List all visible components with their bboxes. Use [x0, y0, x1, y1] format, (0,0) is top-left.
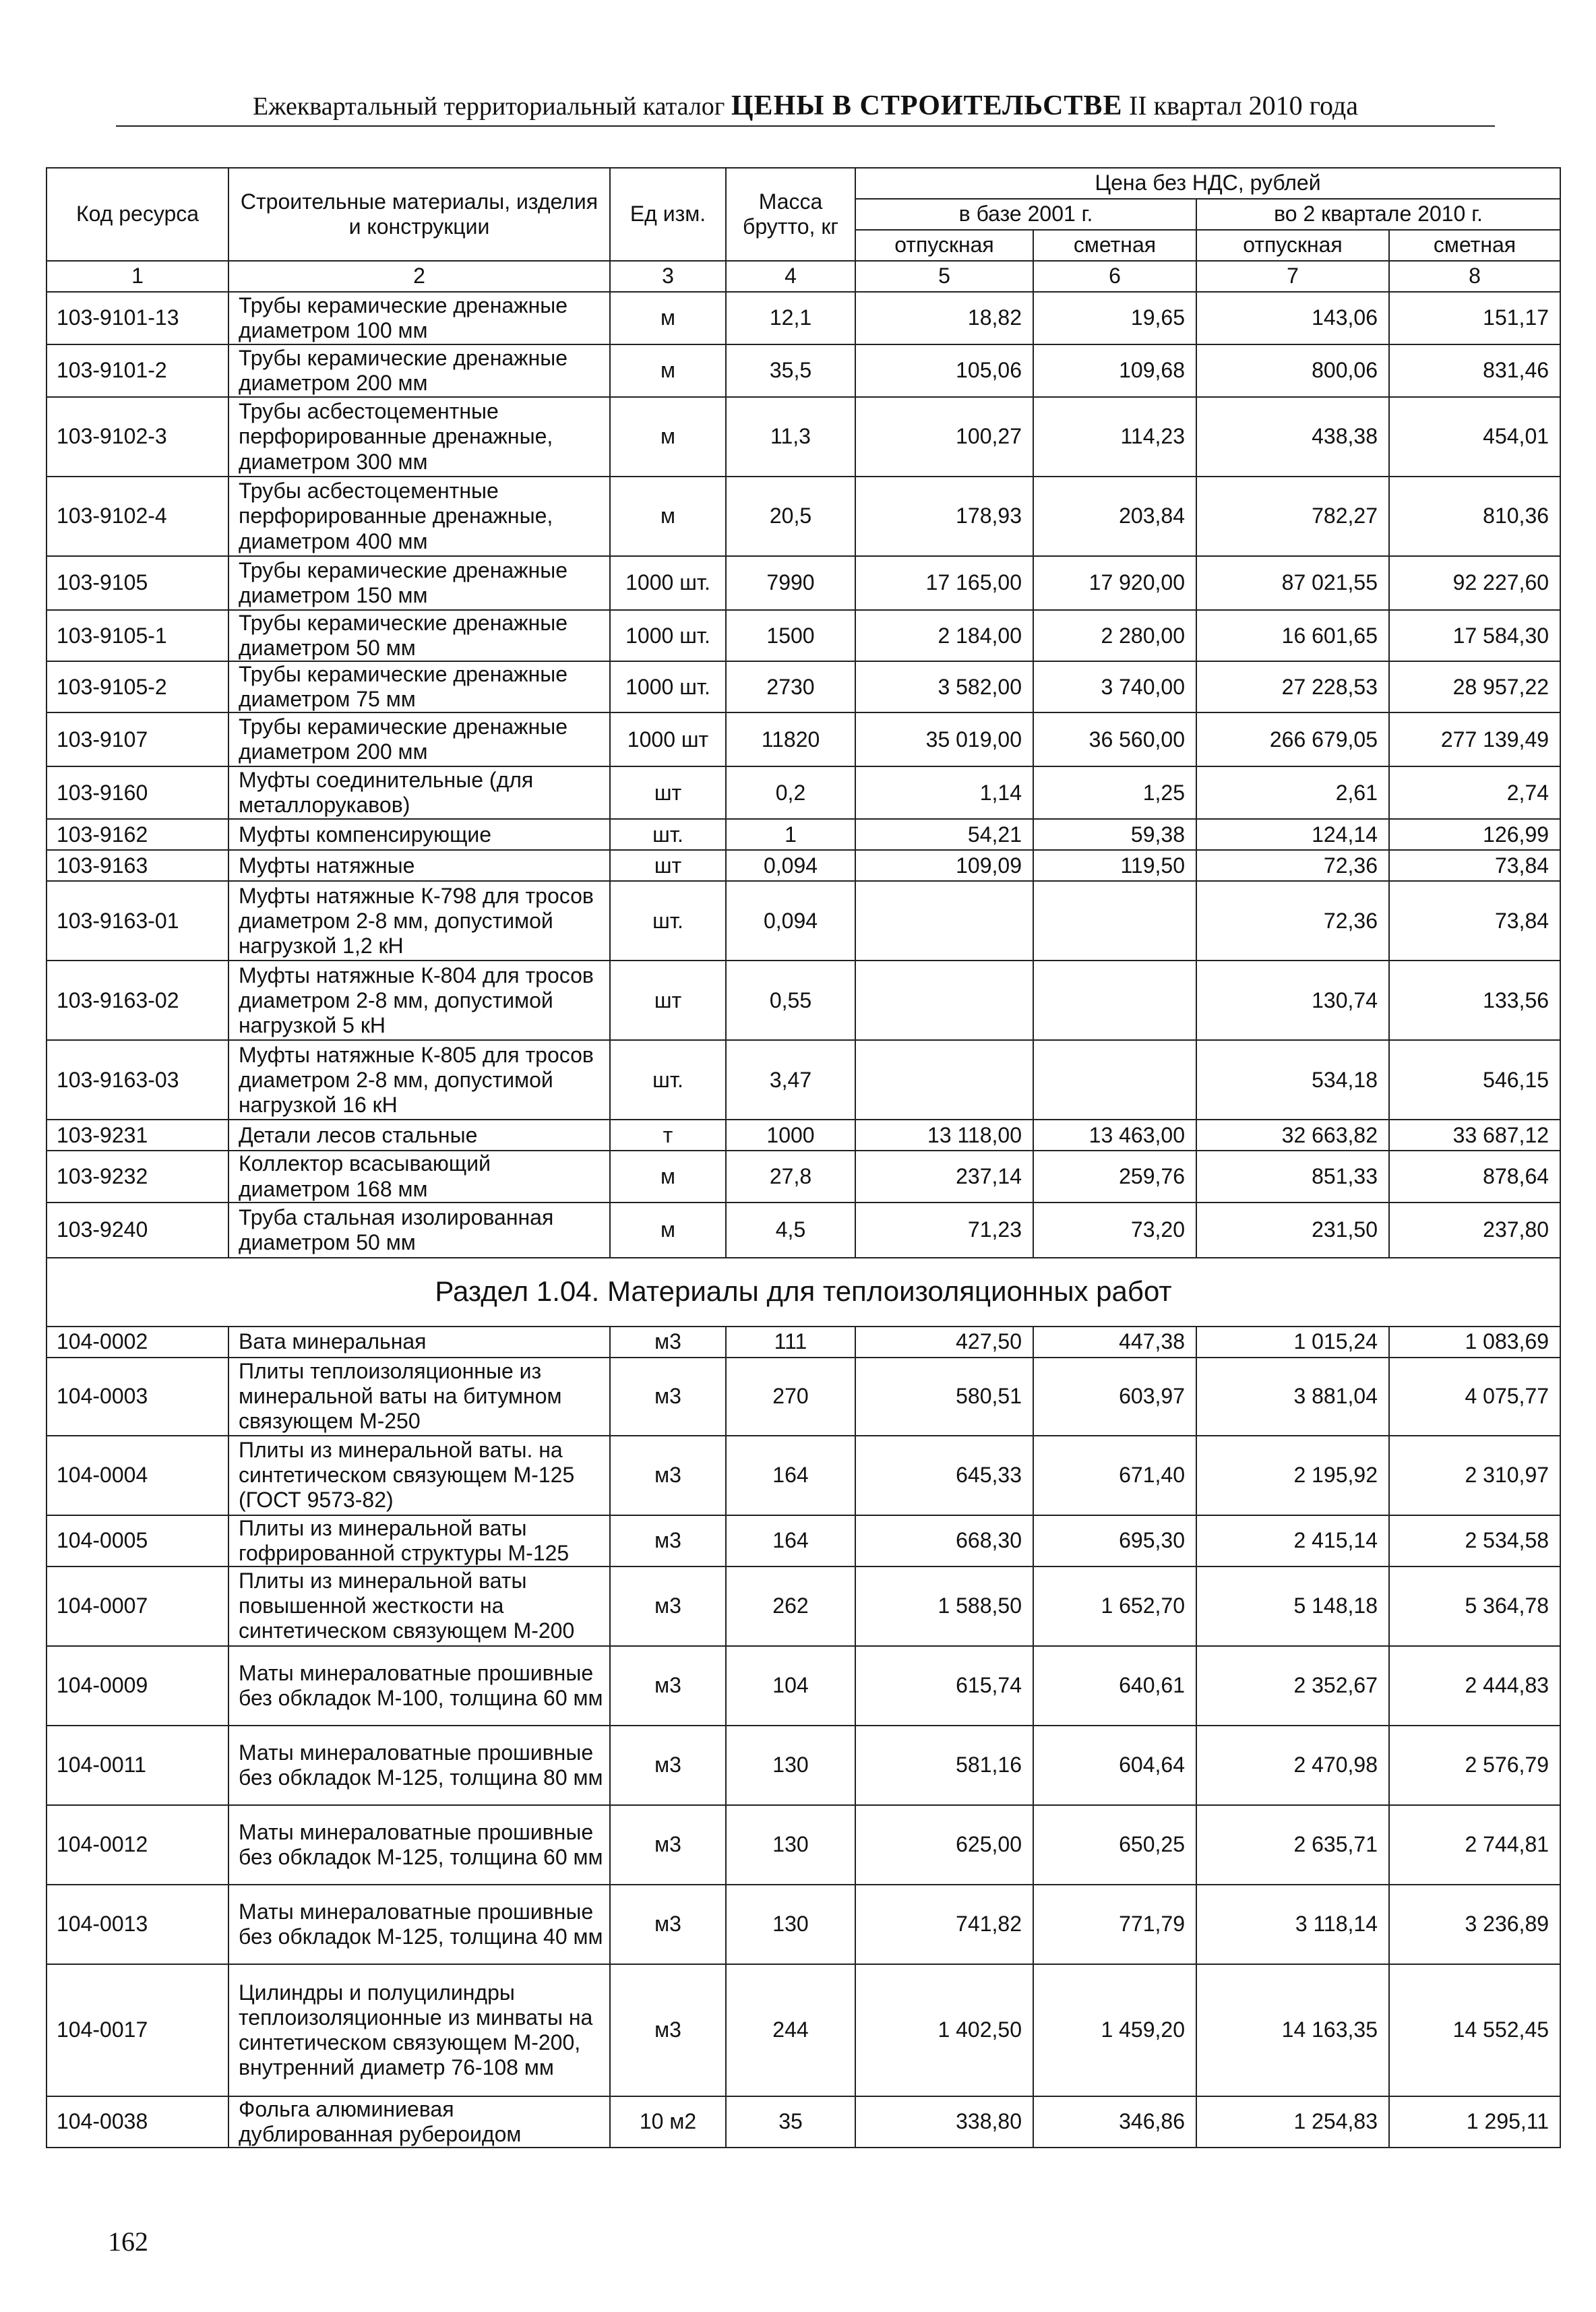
cell-mass: 0,094 — [726, 881, 855, 961]
cell-q2-sell: 14 163,35 — [1196, 1964, 1389, 2096]
cell-q2-sell: 72,36 — [1196, 881, 1389, 961]
cell-name: Плиты из минеральной ваты гофрированной структуры М-125 — [228, 1515, 610, 1566]
cell-code: 103-9101-2 — [47, 344, 228, 397]
table-row — [47, 661, 1560, 712]
cell-mass: 130 — [726, 1805, 855, 1885]
cell-base-sell: 2 184,00 — [855, 610, 1033, 661]
cell-name: Трубы керамические дренажные диаметром 200 мм — [228, 712, 610, 766]
cell-q2-estimate: 73,84 — [1389, 850, 1560, 881]
cell-unit: м3 — [610, 1726, 726, 1805]
cell-mass: 111 — [726, 1327, 855, 1358]
col-number: 8 — [1389, 261, 1560, 292]
cell-mass: 270 — [726, 1358, 855, 1436]
cell-unit: м3 — [610, 1515, 726, 1566]
cell-base-sell: 615,74 — [855, 1646, 1033, 1726]
cell-base-sell: 1 588,50 — [855, 1566, 1033, 1646]
cell-unit: м — [610, 344, 726, 397]
cell-unit: шт. — [610, 881, 726, 961]
cell-base-sell — [855, 961, 1033, 1040]
header-period: II квартал 2010 года — [1128, 90, 1359, 121]
cell-mass: 164 — [726, 1436, 855, 1515]
section-heading-row — [47, 1258, 1560, 1327]
cell-q2-estimate: 1 083,69 — [1389, 1327, 1560, 1358]
cell-unit: м — [610, 292, 726, 344]
cell-unit: шт. — [610, 1040, 726, 1120]
cell-base-estimate: 1,25 — [1033, 766, 1196, 819]
cell-code: 104-0011 — [47, 1726, 228, 1805]
cell-q2-estimate: 454,01 — [1389, 397, 1560, 477]
cell-mass: 4,5 — [726, 1203, 855, 1258]
cell-code: 104-0002 — [47, 1327, 228, 1358]
col-header-mass: Масса брутто, кг — [726, 168, 855, 261]
col-header-base-group: в базе 2001 г. — [855, 199, 1196, 230]
cell-mass: 130 — [726, 1885, 855, 1964]
cell-q2-estimate: 2 310,97 — [1389, 1436, 1560, 1515]
col-header-code: Код ресурса — [47, 168, 228, 261]
cell-base-estimate: 17 920,00 — [1033, 556, 1196, 610]
cell-code: 103-9163-03 — [47, 1040, 228, 1120]
section-heading-group — [47, 1258, 1560, 1327]
col-number: 6 — [1033, 261, 1196, 292]
cell-base-estimate — [1033, 961, 1196, 1040]
cell-base-estimate: 695,30 — [1033, 1515, 1196, 1566]
cell-code: 103-9162 — [47, 819, 228, 850]
cell-q2-sell: 800,06 — [1196, 344, 1389, 397]
col-number: 1 — [47, 261, 228, 292]
cell-q2-sell: 438,38 — [1196, 397, 1389, 477]
table-row — [47, 850, 1560, 881]
cell-name: Плиты теплоизоляционные из минеральной ваты на битумном связующем М-250 — [228, 1358, 610, 1436]
col-number: 4 — [726, 261, 855, 292]
table-row — [47, 1120, 1560, 1151]
cell-q2-estimate: 4 075,77 — [1389, 1358, 1560, 1436]
cell-q2-sell: 2 352,67 — [1196, 1646, 1389, 1726]
header-title: ЦЕНЫ В СТРОИТЕЛЬСТВЕ — [731, 90, 1123, 121]
cell-base-estimate: 119,50 — [1033, 850, 1196, 881]
cell-base-estimate — [1033, 881, 1196, 961]
cell-mass: 1500 — [726, 610, 855, 661]
cell-name: Коллектор всасывающий диаметром 168 мм — [228, 1151, 610, 1202]
cell-q2-sell: 143,06 — [1196, 292, 1389, 344]
cell-q2-sell: 16 601,65 — [1196, 610, 1389, 661]
cell-q2-estimate: 831,46 — [1389, 344, 1560, 397]
col-header-price-group: Цена без НДС, рублей — [855, 168, 1560, 199]
cell-base-sell: 625,00 — [855, 1805, 1033, 1885]
table-row — [47, 961, 1560, 1040]
cell-q2-estimate: 2 444,83 — [1389, 1646, 1560, 1726]
cell-base-sell: 35 019,00 — [855, 712, 1033, 766]
cell-unit: м3 — [610, 1885, 726, 1964]
table-row — [47, 1151, 1560, 1202]
cell-mass: 1 — [726, 819, 855, 850]
cell-mass: 0,55 — [726, 961, 855, 1040]
cell-name: Муфты натяжные — [228, 850, 610, 881]
table-row — [47, 1515, 1560, 1566]
cell-base-sell: 1,14 — [855, 766, 1033, 819]
cell-base-sell: 18,82 — [855, 292, 1033, 344]
cell-base-sell: 338,80 — [855, 2096, 1033, 2148]
cell-name: Маты минераловатные прошивные без обкладок М-125, толщина 80 мм — [228, 1726, 610, 1805]
header-lead: Ежеквартальный территориальный каталог — [252, 92, 725, 121]
cell-unit: м3 — [610, 1327, 726, 1358]
cell-mass: 1000 — [726, 1120, 855, 1151]
table-row — [47, 1436, 1560, 1515]
cell-q2-estimate: 14 552,45 — [1389, 1964, 1560, 2096]
cell-q2-sell: 72,36 — [1196, 850, 1389, 881]
page-number: 162 — [108, 2226, 148, 2257]
cell-unit: шт — [610, 961, 726, 1040]
cell-q2-sell: 534,18 — [1196, 1040, 1389, 1120]
cell-base-estimate: 19,65 — [1033, 292, 1196, 344]
cell-base-estimate: 73,20 — [1033, 1203, 1196, 1258]
cell-base-estimate — [1033, 1040, 1196, 1120]
cell-q2-sell: 782,27 — [1196, 477, 1389, 556]
cell-code: 103-9105 — [47, 556, 228, 610]
cell-q2-estimate: 133,56 — [1389, 961, 1560, 1040]
cell-q2-estimate: 277 139,49 — [1389, 712, 1560, 766]
col-number: 7 — [1196, 261, 1389, 292]
cell-base-estimate: 203,84 — [1033, 477, 1196, 556]
cell-mass: 244 — [726, 1964, 855, 2096]
cell-mass: 130 — [726, 1726, 855, 1805]
table-row — [47, 819, 1560, 850]
cell-name: Маты минераловатные прошивные без обкладок М-100, толщина 60 мм — [228, 1646, 610, 1726]
cell-mass: 0,094 — [726, 850, 855, 881]
cell-base-estimate: 346,86 — [1033, 2096, 1196, 2148]
table-header — [47, 168, 1560, 292]
cell-code: 104-0004 — [47, 1436, 228, 1515]
cell-unit: м — [610, 1151, 726, 1202]
col-header-base-estimate: сметная — [1033, 230, 1196, 261]
cell-name: Плиты из минеральной ваты повышенной жесткости на синтетическом связующем М-200 — [228, 1566, 610, 1646]
cell-unit: м — [610, 477, 726, 556]
cell-q2-sell: 2 195,92 — [1196, 1436, 1389, 1515]
cell-q2-sell: 1 254,83 — [1196, 2096, 1389, 2148]
cell-mass: 20,5 — [726, 477, 855, 556]
cell-base-sell: 109,09 — [855, 850, 1033, 881]
cell-code: 104-0009 — [47, 1646, 228, 1726]
cell-code: 104-0012 — [47, 1805, 228, 1885]
cell-unit: м3 — [610, 1566, 726, 1646]
cell-q2-sell: 3 881,04 — [1196, 1358, 1389, 1436]
cell-name: Труба стальная изолированная диаметром 50 мм — [228, 1203, 610, 1258]
cell-base-estimate: 1 652,70 — [1033, 1566, 1196, 1646]
cell-name: Цилиндры и полуцилиндры теплоизоляционные из минваты на синтетическом связующем М-200, внутренний диаметр 76-108 мм — [228, 1964, 610, 2096]
cell-base-estimate: 771,79 — [1033, 1885, 1196, 1964]
table-row — [47, 2096, 1560, 2148]
cell-q2-estimate: 3 236,89 — [1389, 1885, 1560, 1964]
cell-q2-estimate: 237,80 — [1389, 1203, 1560, 1258]
table-row — [47, 1964, 1560, 2096]
col-header-base-sell: отпускная — [855, 230, 1033, 261]
price-table — [46, 167, 1561, 2148]
cell-q2-sell: 2,61 — [1196, 766, 1389, 819]
cell-q2-estimate: 17 584,30 — [1389, 610, 1560, 661]
cell-base-estimate: 604,64 — [1033, 1726, 1196, 1805]
cell-mass: 35 — [726, 2096, 855, 2148]
cell-code: 103-9160 — [47, 766, 228, 819]
cell-code: 104-0038 — [47, 2096, 228, 2148]
cell-base-estimate: 671,40 — [1033, 1436, 1196, 1515]
table-body-section-103 — [47, 292, 1560, 1258]
table-row — [47, 292, 1560, 344]
page-header — [116, 86, 1495, 127]
cell-base-estimate: 109,68 — [1033, 344, 1196, 397]
cell-code: 103-9163-02 — [47, 961, 228, 1040]
cell-base-sell: 1 402,50 — [855, 1964, 1033, 2096]
cell-code: 103-9102-3 — [47, 397, 228, 477]
cell-base-estimate: 2 280,00 — [1033, 610, 1196, 661]
cell-code: 103-9105-2 — [47, 661, 228, 712]
cell-base-sell — [855, 1040, 1033, 1120]
cell-unit: м3 — [610, 1964, 726, 2096]
cell-base-sell: 580,51 — [855, 1358, 1033, 1436]
cell-q2-sell: 3 118,14 — [1196, 1885, 1389, 1964]
table-row — [47, 1885, 1560, 1964]
cell-q2-estimate: 33 687,12 — [1389, 1120, 1560, 1151]
cell-base-estimate: 1 459,20 — [1033, 1964, 1196, 2096]
table-row — [47, 712, 1560, 766]
cell-q2-sell: 2 415,14 — [1196, 1515, 1389, 1566]
cell-q2-estimate: 2 744,81 — [1389, 1805, 1560, 1885]
cell-q2-sell: 87 021,55 — [1196, 556, 1389, 610]
cell-base-sell: 17 165,00 — [855, 556, 1033, 610]
cell-base-estimate: 603,97 — [1033, 1358, 1196, 1436]
cell-unit: 1000 шт. — [610, 556, 726, 610]
cell-base-sell: 105,06 — [855, 344, 1033, 397]
col-header-q2-group: во 2 квартале 2010 г. — [1196, 199, 1560, 230]
table-row — [47, 881, 1560, 961]
cell-q2-estimate: 2 534,58 — [1389, 1515, 1560, 1566]
cell-base-estimate: 36 560,00 — [1033, 712, 1196, 766]
table-row — [47, 1358, 1560, 1436]
table-body-section-104 — [47, 1327, 1560, 2148]
cell-unit: т — [610, 1120, 726, 1151]
table-row — [47, 397, 1560, 477]
cell-q2-estimate: 2 576,79 — [1389, 1726, 1560, 1805]
cell-unit: 1000 шт. — [610, 610, 726, 661]
cell-mass: 262 — [726, 1566, 855, 1646]
cell-name: Маты минераловатные прошивные без обкладок М-125, толщина 40 мм — [228, 1885, 610, 1964]
col-number: 3 — [610, 261, 726, 292]
cell-code: 103-9101-13 — [47, 292, 228, 344]
cell-q2-estimate: 5 364,78 — [1389, 1566, 1560, 1646]
section-title: Раздел 1.04. Материалы для теплоизоляционных работ — [47, 1258, 1560, 1327]
cell-base-sell: 581,16 — [855, 1726, 1033, 1805]
cell-name: Вата минеральная — [228, 1327, 610, 1358]
cell-code: 104-0007 — [47, 1566, 228, 1646]
cell-base-sell: 54,21 — [855, 819, 1033, 850]
cell-q2-sell: 2 470,98 — [1196, 1726, 1389, 1805]
cell-mass: 12,1 — [726, 292, 855, 344]
cell-name: Муфты натяжные К-804 для тросов диаметром 2-8 мм, допустимой нагрузкой 5 кН — [228, 961, 610, 1040]
cell-q2-estimate: 126,99 — [1389, 819, 1560, 850]
col-number: 2 — [228, 261, 610, 292]
cell-q2-estimate: 2,74 — [1389, 766, 1560, 819]
cell-q2-estimate: 151,17 — [1389, 292, 1560, 344]
table-row — [47, 556, 1560, 610]
cell-unit: шт — [610, 766, 726, 819]
cell-name: Детали лесов стальные — [228, 1120, 610, 1151]
cell-q2-sell: 124,14 — [1196, 819, 1389, 850]
cell-base-estimate: 640,61 — [1033, 1646, 1196, 1726]
cell-q2-estimate: 1 295,11 — [1389, 2096, 1560, 2148]
cell-mass: 7990 — [726, 556, 855, 610]
cell-code: 103-9232 — [47, 1151, 228, 1202]
table-row — [47, 1040, 1560, 1120]
cell-q2-sell: 27 228,53 — [1196, 661, 1389, 712]
cell-q2-estimate: 878,64 — [1389, 1151, 1560, 1202]
col-header-name: Строительные материалы, изделия и конструкции — [228, 168, 610, 261]
table-row — [47, 766, 1560, 819]
cell-code: 103-9163-01 — [47, 881, 228, 961]
cell-base-sell: 100,27 — [855, 397, 1033, 477]
cell-base-sell: 178,93 — [855, 477, 1033, 556]
cell-mass: 35,5 — [726, 344, 855, 397]
cell-base-sell: 668,30 — [855, 1515, 1033, 1566]
cell-name: Муфты натяжные К-798 для тросов диаметром 2-8 мм, допустимой нагрузкой 1,2 кН — [228, 881, 610, 961]
cell-unit: 1000 шт. — [610, 661, 726, 712]
cell-base-sell: 741,82 — [855, 1885, 1033, 1964]
col-header-q2-estimate: сметная — [1389, 230, 1560, 261]
cell-base-estimate: 650,25 — [1033, 1805, 1196, 1885]
cell-name: Трубы керамические дренажные диаметром 200 мм — [228, 344, 610, 397]
cell-q2-sell: 1 015,24 — [1196, 1327, 1389, 1358]
col-number: 5 — [855, 261, 1033, 292]
cell-code: 104-0013 — [47, 1885, 228, 1964]
cell-mass: 164 — [726, 1515, 855, 1566]
cell-q2-sell: 32 663,82 — [1196, 1120, 1389, 1151]
cell-q2-estimate: 810,36 — [1389, 477, 1560, 556]
cell-base-estimate: 3 740,00 — [1033, 661, 1196, 712]
cell-base-sell: 427,50 — [855, 1327, 1033, 1358]
cell-unit: м3 — [610, 1436, 726, 1515]
cell-mass: 11820 — [726, 712, 855, 766]
table-row — [47, 477, 1560, 556]
cell-mass: 3,47 — [726, 1040, 855, 1120]
table-row — [47, 1327, 1560, 1358]
cell-name: Плиты из минеральной ваты. на синтетическом связующем М-125 (ГОСТ 9573-82) — [228, 1436, 610, 1515]
table-row — [47, 344, 1560, 397]
cell-base-sell: 3 582,00 — [855, 661, 1033, 712]
cell-base-estimate: 59,38 — [1033, 819, 1196, 850]
cell-q2-sell: 5 148,18 — [1196, 1566, 1389, 1646]
cell-code: 103-9163 — [47, 850, 228, 881]
cell-mass: 0,2 — [726, 766, 855, 819]
cell-name: Муфты соединительные (для металлорукавов) — [228, 766, 610, 819]
cell-mass: 104 — [726, 1646, 855, 1726]
table-row — [47, 1566, 1560, 1646]
cell-q2-sell: 130,74 — [1196, 961, 1389, 1040]
cell-base-sell: 13 118,00 — [855, 1120, 1033, 1151]
cell-q2-sell: 231,50 — [1196, 1203, 1389, 1258]
cell-unit: шт — [610, 850, 726, 881]
cell-name: Трубы керамические дренажные диаметром 100 мм — [228, 292, 610, 344]
cell-base-estimate: 114,23 — [1033, 397, 1196, 477]
cell-name: Муфты натяжные К-805 для тросов диаметром 2-8 мм, допустимой нагрузкой 16 кН — [228, 1040, 610, 1120]
cell-unit: м — [610, 1203, 726, 1258]
cell-code: 103-9240 — [47, 1203, 228, 1258]
cell-q2-sell: 851,33 — [1196, 1151, 1389, 1202]
cell-name: Трубы асбестоцементные перфорированные дренажные, диаметром 300 мм — [228, 397, 610, 477]
cell-q2-estimate: 546,15 — [1389, 1040, 1560, 1120]
cell-unit: м3 — [610, 1805, 726, 1885]
cell-q2-estimate: 92 227,60 — [1389, 556, 1560, 610]
cell-unit: м3 — [610, 1358, 726, 1436]
cell-unit: 10 м2 — [610, 2096, 726, 2148]
cell-name: Трубы керамические дренажные диаметром 75 мм — [228, 661, 610, 712]
cell-unit: шт. — [610, 819, 726, 850]
cell-code: 103-9231 — [47, 1120, 228, 1151]
cell-q2-sell: 266 679,05 — [1196, 712, 1389, 766]
table-row — [47, 610, 1560, 661]
cell-name: Трубы асбестоцементные перфорированные дренажные, диаметром 400 мм — [228, 477, 610, 556]
cell-code: 104-0003 — [47, 1358, 228, 1436]
cell-code: 103-9105-1 — [47, 610, 228, 661]
cell-mass: 11,3 — [726, 397, 855, 477]
cell-base-sell: 237,14 — [855, 1151, 1033, 1202]
cell-base-sell: 645,33 — [855, 1436, 1033, 1515]
cell-name: Фольга алюминиевая дублированная рубероидом — [228, 2096, 610, 2148]
col-header-q2-sell: отпускная — [1196, 230, 1389, 261]
table-row — [47, 1726, 1560, 1805]
cell-base-sell — [855, 881, 1033, 961]
cell-base-estimate: 13 463,00 — [1033, 1120, 1196, 1151]
cell-code: 104-0005 — [47, 1515, 228, 1566]
cell-q2-estimate: 28 957,22 — [1389, 661, 1560, 712]
cell-code: 103-9102-4 — [47, 477, 228, 556]
cell-name: Трубы керамические дренажные диаметром 150 мм — [228, 556, 610, 610]
cell-unit: 1000 шт — [610, 712, 726, 766]
cell-name: Трубы керамические дренажные диаметром 50 мм — [228, 610, 610, 661]
table-row — [47, 1203, 1560, 1258]
table-row — [47, 1805, 1560, 1885]
cell-base-estimate: 259,76 — [1033, 1151, 1196, 1202]
cell-q2-estimate: 73,84 — [1389, 881, 1560, 961]
cell-unit: м3 — [610, 1646, 726, 1726]
cell-mass: 2730 — [726, 661, 855, 712]
cell-mass: 27,8 — [726, 1151, 855, 1202]
cell-base-sell: 71,23 — [855, 1203, 1033, 1258]
cell-name: Муфты компенсирующие — [228, 819, 610, 850]
cell-unit: м — [610, 397, 726, 477]
cell-name: Маты минераловатные прошивные без обкладок М-125, толщина 60 мм — [228, 1805, 610, 1885]
cell-base-estimate: 447,38 — [1033, 1327, 1196, 1358]
col-header-unit: Ед изм. — [610, 168, 726, 261]
cell-q2-sell: 2 635,71 — [1196, 1805, 1389, 1885]
cell-code: 103-9107 — [47, 712, 228, 766]
table-row — [47, 1646, 1560, 1726]
cell-code: 104-0017 — [47, 1964, 228, 2096]
